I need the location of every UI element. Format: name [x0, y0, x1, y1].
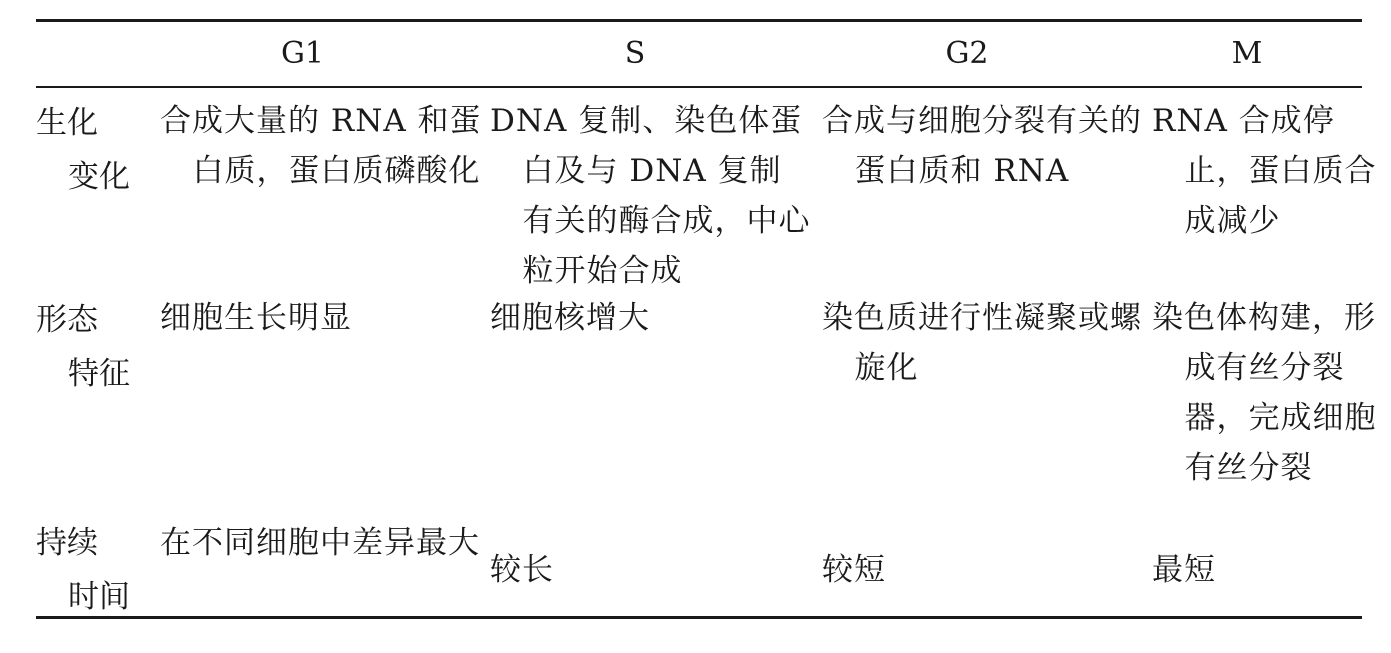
table-cell: 在不同细胞中差异最大: [160, 525, 480, 561]
column-header-m: M: [1231, 36, 1263, 71]
table-top-rule: [36, 19, 1362, 22]
row-label-line1: 生化: [36, 105, 98, 141]
table-header-rule: [36, 86, 1362, 88]
table-bottom-rule: [36, 616, 1362, 619]
row-label-duration: [36, 516, 146, 624]
column-header-s: S: [624, 36, 646, 71]
table-cell: 合成大量的 RNA 和蛋白质，蛋白质磷酸化: [160, 103, 482, 189]
row-label-line1: 持续: [36, 525, 98, 561]
table-cell: 细胞核增大: [490, 300, 650, 336]
table-cell: RNA 合成停止，蛋白质合成减少: [1152, 103, 1377, 239]
row-label-line2: 时间: [68, 579, 130, 615]
row-label-line2: 变化: [68, 159, 130, 195]
column-header-g1: G1: [280, 36, 325, 71]
row-label-line2: 特征: [68, 356, 130, 392]
row-label-morphology: [36, 293, 146, 401]
table-cell: 合成与细胞分裂有关的蛋白质和 RNA: [822, 103, 1142, 189]
table-cell: 细胞生长明显: [160, 300, 352, 336]
table-cell: 较长: [490, 552, 554, 588]
column-header-g2: G2: [945, 36, 989, 71]
table-cell: DNA 复制、染色体蛋白及与 DNA 复制有关的酶合成，中心粒开始合成: [490, 103, 811, 289]
table-cell: 染色体构建，形成有丝分裂器，完成细胞有丝分裂: [1152, 300, 1377, 486]
row-label-line1: 形态: [36, 302, 98, 338]
table-cell: 较短: [822, 552, 886, 588]
table-cell: 最短: [1152, 552, 1216, 588]
table-cell: 染色质进行性凝聚或螺旋化: [822, 300, 1142, 386]
row-label-biochemical: [36, 96, 146, 204]
